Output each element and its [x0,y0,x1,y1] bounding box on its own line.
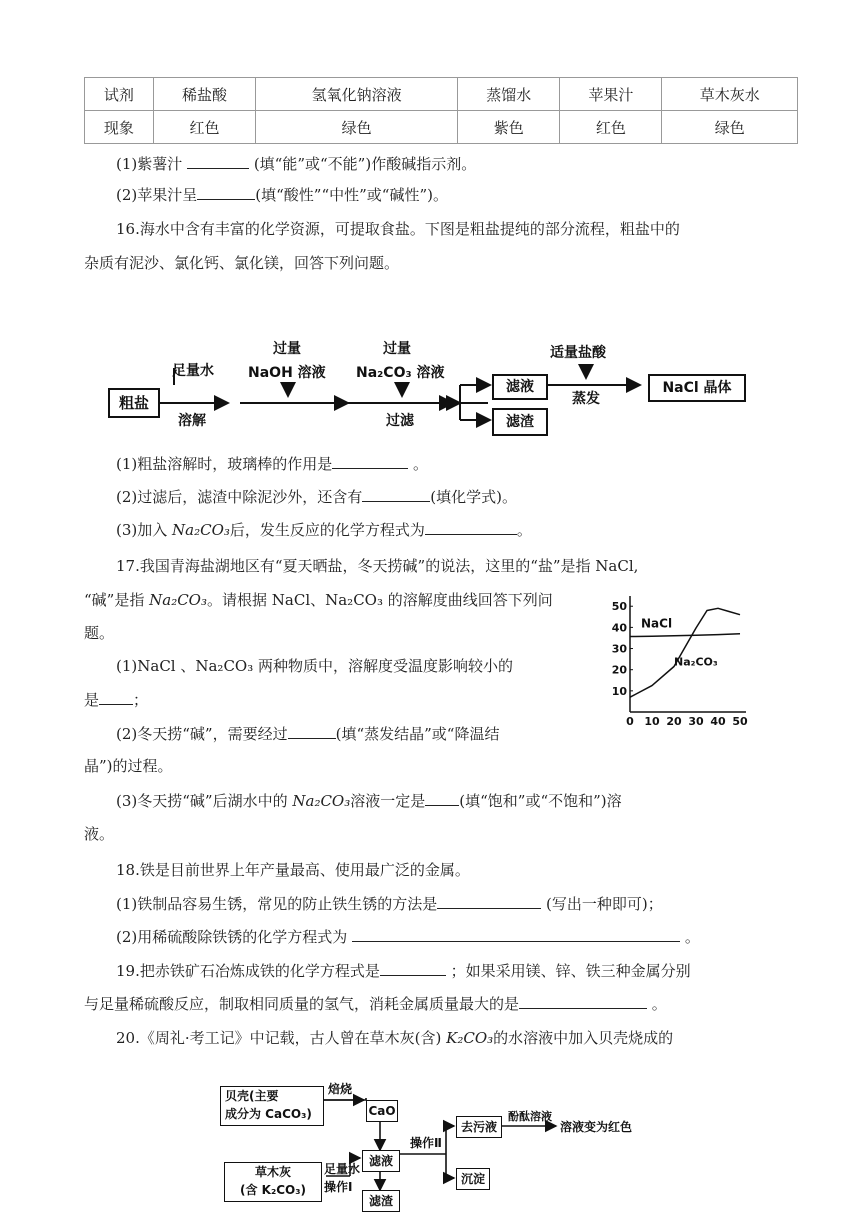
table-cell: 绿色 [662,111,798,144]
q16-part2: (2)过滤后，滤渣中除泥沙外，还含有 (填化学式)。 [116,485,517,508]
answer-blank[interactable] [437,892,541,909]
table-cell: 绿色 [256,111,458,144]
crude-salt-box: 粗盐 [108,388,160,418]
answer-blank[interactable] [425,518,517,535]
chart-axes [630,596,746,712]
q16-intro: 16.海水中含有丰富的化学资源，可提取食盐。下图是粗盐提纯的部分流程，粗盐中的 [116,220,680,238]
series-label-na2co3: Na₂CO₃ [674,655,718,669]
chart-labels [641,616,718,668]
q17-part2: (2)冬天捞“碱”，需要经过 (填“蒸发结晶”或“降温结 [116,722,499,745]
y-tick-label: 50 [611,600,627,614]
q16-intro-cont: 杂质有泥沙、氯化钙、氯化镁，回答下列问题。 [84,254,400,272]
q18-part2: (2)用稀硫酸除铁锈的化学方程式为 。 [116,925,700,948]
q18-part1: (1)铁制品容易生锈，常见的防止铁生锈的方法是 (写出一种即可)； [116,892,663,915]
series-line-nacl [630,634,740,637]
precipitate-box: 沉淀 [456,1168,490,1190]
table-cell: 蒸馏水 [458,78,560,111]
turns-red-label: 溶液变为红色 [560,1120,633,1134]
operation-1-label: 操作Ⅰ [324,1180,353,1194]
q19-line1: 19.把赤铁矿石冶炼成铁的化学方程式是 ；如果采用镁、锌、铁三种金属分别 [116,959,691,982]
filtrate-box: 滤液 [492,374,548,400]
q20-intro: 20.《周礼·考工记》中记载，古人曾在草木灰(含) K₂CO₃的水溶液中加入贝壳烧成的 [116,1029,674,1047]
residue-box: 滤渣 [362,1190,400,1212]
cleaning-liquid-box: 去污液 [456,1116,502,1138]
table-cell: 氢氧化钠溶液 [256,78,458,111]
filtrate-box: 滤液 [362,1150,400,1172]
answer-blank[interactable] [332,452,408,469]
table-row [85,111,798,144]
table-cell: 草木灰水 [662,78,798,111]
phenolphthalein-label: 酚酞溶液 [508,1110,552,1123]
y-tick-label: 40 [611,621,627,635]
residue-box: 滤渣 [492,408,548,436]
step4-sublabel: 蒸发 [572,391,600,407]
answer-blank[interactable] [380,959,446,976]
x-tick-label: 20 [666,715,682,728]
step2-label: 过量 [273,341,301,357]
answer-blank[interactable] [425,789,459,806]
water-label: 足量水 [324,1162,361,1176]
cao-box: CaO [366,1100,398,1122]
product-box: NaCl 晶体 [648,374,746,402]
answer-blank[interactable] [519,992,647,1009]
q15-part2: (2)苹果汁呈 (填“酸性”“中性”或“碱性”)。 [116,183,448,206]
step1-label: 足量水 [172,363,214,379]
q17-part3-cont: 液。 [84,825,115,843]
solubility-chart [606,590,756,730]
answer-blank[interactable] [197,183,255,200]
step1-sublabel: 溶解 [178,413,206,429]
q16-part3: (3)加入 Na₂CO₃后，发生反应的化学方程式为 。 [116,518,532,541]
q17-intro-cont: “碱”是指 Na₂CO₃。请根据 NaCl、Na₂CO₃ 的溶解度曲线回答下列问 [84,591,553,609]
table-cell: 稀盐酸 [153,78,255,111]
table-cell: 红色 [153,111,255,144]
q19-line2: 与足量稀硫酸反应，制取相同质量的氢气，消耗金属质量最大的是 。 [84,992,667,1015]
step3-sublabel: 过滤 [386,413,414,429]
q17-part1-cont: 是 ； [84,688,148,711]
x-tick-label: 50 [732,715,748,728]
answer-blank[interactable] [288,722,336,739]
q17-intro: 17.我国青海盐湖地区有“夏天晒盐，冬天捞碱”的说法，这里的“盐”是指 NaCl, [116,557,639,575]
y-tick-label: 30 [611,642,627,656]
step2-reagent: NaOH 溶液 [248,365,326,381]
burn-label: 焙烧 [328,1082,353,1096]
table-cell: 紫色 [458,111,560,144]
table-cell: 红色 [560,111,662,144]
salt-purification-flowchart [108,330,758,445]
ancient-lye-flowchart [216,1078,656,1214]
q16-part1: (1)粗盐溶解时，玻璃棒的作用是 。 [116,452,428,475]
x-tick-label: 40 [710,715,726,728]
operation-2-label: 操作Ⅱ [410,1136,442,1150]
table-cell: 现象 [85,111,154,144]
indicator-table [84,77,798,144]
table-cell: 试剂 [85,78,154,111]
answer-blank[interactable] [99,688,133,705]
q15-part1: (1)紫薯汁 (填“能”或“不能”)作酸碱指示剂。 [116,152,476,175]
q17-part2-cont: 晶”)的过程。 [84,757,173,775]
x-tick-label: 10 [644,715,660,728]
step3-reagent: Na₂CO₃ 溶液 [356,365,445,381]
plant-ash-box: 草木灰 (含 K₂CO₃) [224,1162,322,1202]
series-label-nacl: NaCl [641,616,673,631]
y-tick-label: 10 [611,684,627,698]
q17-intro-end: 题。 [84,624,115,642]
shell-box: 贝壳(主要 成分为 CaCO₃) [220,1086,324,1126]
y-tick-label: 20 [611,663,627,677]
answer-blank[interactable] [362,485,430,502]
answer-blank[interactable] [187,152,249,169]
q17-part3: (3)冬天捞“碱”后湖水中的 Na₂CO₃溶液一定是 (填“饱和”或“不饱和”)溶 [116,789,622,812]
x-tick-label: 30 [688,715,704,728]
answer-blank[interactable] [352,925,680,942]
x-tick-label: 0 [626,715,634,728]
step3-label: 过量 [383,341,411,357]
table-row [85,78,798,111]
table-cell: 苹果汁 [560,78,662,111]
q17-part1: (1)NaCl 、Na₂CO₃ 两种物质中，溶解度受温度影响较小的 [116,657,513,675]
step4-label: 适量盐酸 [550,345,606,361]
q18-intro: 18.铁是目前世界上年产量最高、使用最广泛的金属。 [116,861,470,879]
